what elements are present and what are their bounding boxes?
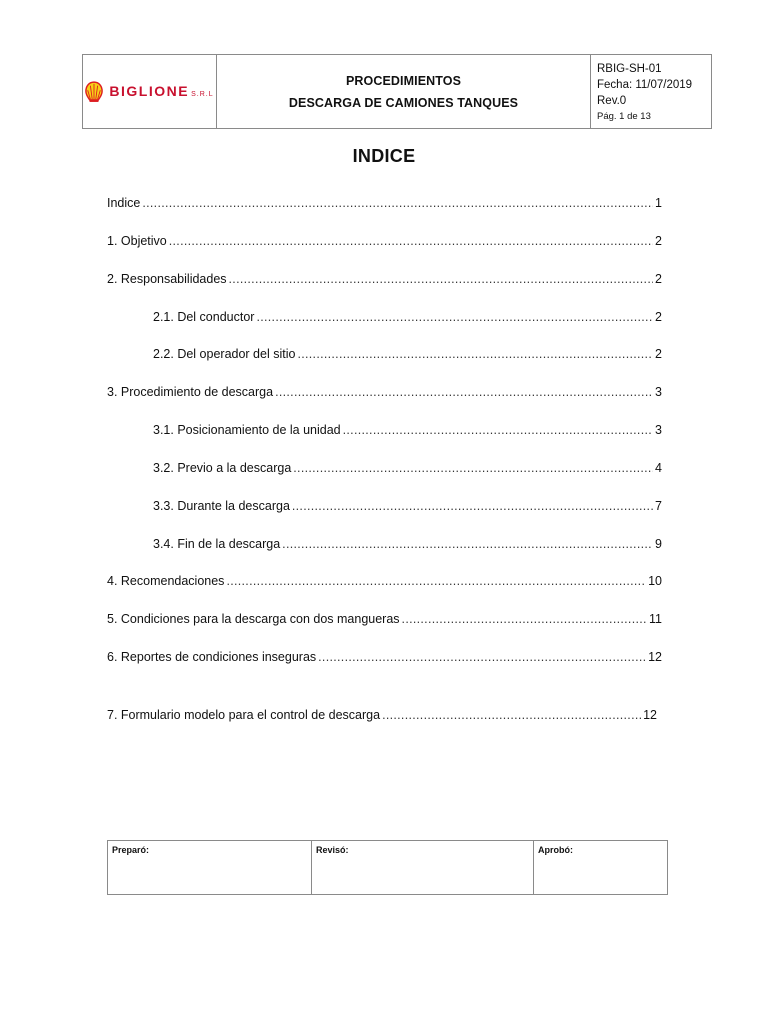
toc-entry-page: 7 xyxy=(655,499,662,513)
toc-entry[interactable] xyxy=(107,612,662,626)
toc-entry-label: 2.2. Del operador del sitio xyxy=(153,347,296,361)
toc-entry-page: 3 xyxy=(655,423,662,437)
toc-entry-page: 12 xyxy=(643,708,657,722)
toc-entry-label: 7. Formulario modelo para el control de descarga xyxy=(107,708,381,722)
toc-entry[interactable] xyxy=(107,574,662,588)
toc-entry[interactable] xyxy=(153,423,662,437)
toc-entry[interactable] xyxy=(107,196,662,210)
signoff-table xyxy=(107,840,668,895)
toc-entry-label: 3.3. Durante la descarga xyxy=(153,499,290,513)
document-revision: Rev.0 xyxy=(597,95,627,107)
toc-entry-label: 2. Responsabilidades xyxy=(107,272,227,286)
toc-entry-label: 5. Condiciones para la descarga con dos mangueras xyxy=(107,612,400,626)
document-code: RBIG-SH-01 xyxy=(597,63,662,75)
toc-entry[interactable] xyxy=(107,234,662,248)
toc-entry-label: 3. Procedimiento de descarga xyxy=(107,385,274,399)
document-meta xyxy=(591,55,711,128)
document-header xyxy=(82,54,712,129)
toc-entry-label: 3.1. Posicionamiento de la unidad xyxy=(153,423,341,437)
toc-entry-label: 2.1. Del conductor xyxy=(153,310,255,324)
toc-entry[interactable] xyxy=(153,347,662,361)
document-date: Fecha: 11/07/2019 xyxy=(597,79,693,91)
toc-entry[interactable] xyxy=(107,650,662,664)
toc-entry-label: 3.4. Fin de la descarga xyxy=(153,537,281,551)
brand-suffix: S.R.L xyxy=(191,90,214,98)
toc-entry[interactable] xyxy=(153,461,662,475)
prepared-by-cell: Preparó: xyxy=(108,841,312,894)
toc-entry-label: 1. Objetivo xyxy=(107,234,167,248)
index-heading: INDICE xyxy=(352,146,416,166)
toc-entry-label: 6. Reportes de condiciones inseguras xyxy=(107,650,317,664)
toc-entry-page: 12 xyxy=(648,650,662,664)
approved-by-cell: Aprobó: xyxy=(538,845,573,855)
brand-name: BIGLIONE xyxy=(109,82,190,99)
toc-entry-page: 11 xyxy=(649,612,662,626)
reviewed-by-cell: Revisó: xyxy=(312,841,534,894)
toc-entry[interactable] xyxy=(153,537,662,551)
toc-entry-label: 4. Recomendaciones xyxy=(107,574,225,588)
toc-entry-page: 4 xyxy=(655,461,662,475)
title-line-1: PROCEDIMIENTOS xyxy=(345,73,462,88)
toc-entry[interactable] xyxy=(107,272,662,286)
toc-entry-label: 3.2. Previo a la descarga xyxy=(153,461,292,475)
toc-entry-page: 1 xyxy=(655,196,662,210)
toc-entry-page: 10 xyxy=(648,574,662,588)
toc-entry-page: 3 xyxy=(655,385,662,399)
toc-entry-page: 9 xyxy=(655,537,662,551)
toc-entry-page: 2 xyxy=(655,310,662,324)
toc-entry-label: Indice xyxy=(107,196,141,210)
toc-entry-page: 2 xyxy=(655,272,662,286)
toc-entry[interactable] xyxy=(107,385,662,399)
title-line-2: DESCARGA DE CAMIONES TANQUES xyxy=(288,95,519,110)
toc-entry[interactable] xyxy=(153,310,662,324)
shell-icon xyxy=(85,81,103,103)
document-title xyxy=(217,55,591,128)
toc-entry[interactable] xyxy=(153,499,662,513)
toc-entry-page: 2 xyxy=(655,347,662,361)
toc-entry[interactable] xyxy=(107,708,657,722)
company-logo xyxy=(83,55,217,128)
toc-entry-page: 2 xyxy=(655,234,662,248)
page-indicator: Pág. 1 de 13 xyxy=(597,111,651,122)
